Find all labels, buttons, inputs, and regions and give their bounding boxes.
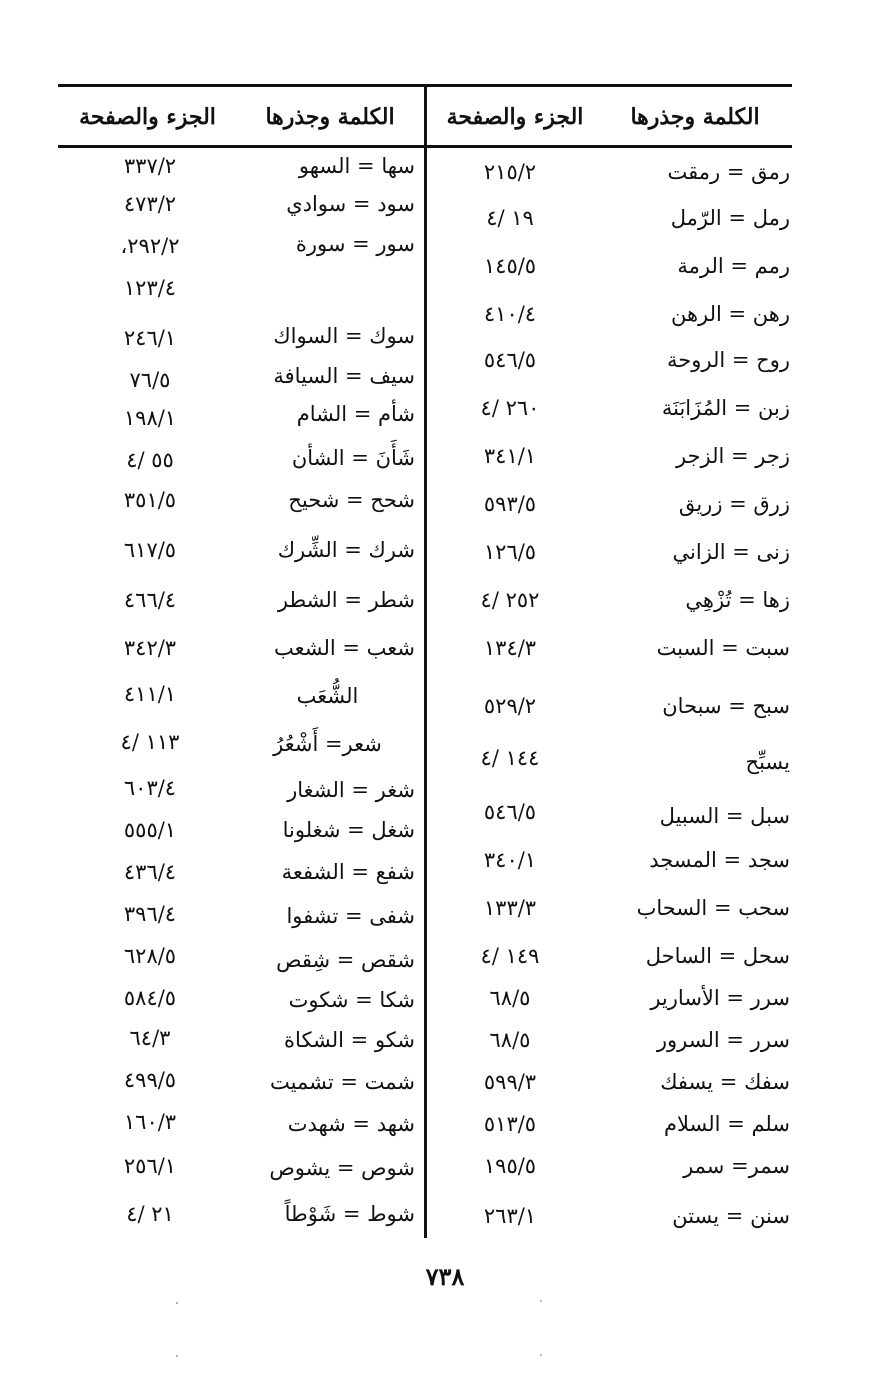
index-ref: ١٤٩ /٤ (480, 944, 540, 968)
index-ref: ١٢٣/٤ (123, 276, 177, 300)
index-word: شَأَنَ = الشأن (291, 446, 415, 470)
index-ref: ٧٦/٥ (129, 368, 171, 392)
index-ref: ٤٣٦/٤ (123, 860, 177, 884)
index-word: شكا = شكوت (288, 988, 415, 1012)
index-ref: ١٣٤/٣ (483, 636, 537, 660)
index-ref: ٥٨٤/٥ (123, 986, 177, 1010)
index-ref: ٣٥١/٥ (123, 488, 177, 512)
index-word: سمر= سمر (683, 1154, 790, 1178)
header-ref-right: الجزء والصفحة (446, 104, 584, 130)
index-word: سود = سوادي (286, 192, 415, 216)
index-ref: ١٣٣/٣ (483, 896, 537, 920)
index-ref: ٢١ /٤ (126, 1202, 174, 1226)
index-word: سبل = السبيل (659, 804, 790, 828)
index-ref: ١٤٥/٥ (483, 254, 537, 278)
index-ref: ٤١٠/٤ (483, 302, 537, 326)
index-ref: ٣٤١/١ (483, 444, 537, 468)
scan-speck (176, 1355, 178, 1357)
index-word: رمق = رمقت (667, 160, 790, 184)
header-ref-left: الجزء والصفحة (79, 104, 216, 130)
index-word: شغر = الشغار (287, 778, 415, 802)
header-word-right: الكلمة وجذرها (630, 104, 760, 130)
index-word: شفى = تشفوا (286, 904, 415, 928)
index-ref: ٤٦٦/٤ (123, 588, 177, 612)
index-ref: ١٩٥/٥ (483, 1154, 537, 1178)
scan-speck (540, 1354, 542, 1356)
index-ref: ٢٥٢ /٤ (480, 588, 540, 612)
index-ref: ٤٧٣/٢ (123, 192, 177, 216)
index-ref: ٣٩٦/٤ (123, 902, 177, 926)
index-word: رمل = الرّمل (670, 206, 790, 230)
index-word: شعب = الشعب (273, 636, 415, 660)
scan-speck (540, 1300, 542, 1302)
index-word: شرك = الشِّرك (277, 538, 415, 562)
index-ref: ١١٣ /٤ (120, 730, 180, 754)
index-ref: ٦٤/٣ (129, 1026, 171, 1050)
index-ref: ٥٥ /٤ (126, 448, 174, 472)
index-word: شمت = تشميت (270, 1070, 415, 1094)
index-word: سفك = يسفك (660, 1070, 790, 1094)
index-ref: ٢٥٦/١ (123, 1154, 177, 1178)
index-word: شوط = شَوْطاً (284, 1202, 415, 1226)
column-divider (424, 86, 427, 1238)
index-word (240, 268, 415, 308)
index-ref: ٦٢٨/٥ (123, 944, 177, 968)
index-ref: ٣٣٧/٢ (123, 154, 177, 178)
index-word: شوص = يشوص (269, 1156, 415, 1180)
index-word: يسبِّح (745, 750, 790, 774)
index-ref: ٥٥٥/١ (123, 818, 177, 842)
index-ref: ٤٩٩/٥ (123, 1068, 177, 1092)
index-word: رهن = الرهن (670, 302, 790, 326)
index-word: سور = سورة (295, 232, 415, 256)
index-ref: ٦٠٣/٤ (123, 776, 177, 800)
index-word: شفع = الشفعة (281, 860, 415, 884)
index-word: الشُّعَب (296, 684, 359, 708)
index-word: سبح = سبحان (662, 694, 790, 718)
index-ref: ١٤٤ /٤ (480, 746, 540, 770)
index-word: شغل = شغلونا (282, 818, 415, 842)
index-word: سها = السهو (298, 154, 415, 178)
index-word: زبن = المُزَابَنَة (661, 396, 790, 420)
index-ref: ٢٦٣/١ (483, 1204, 537, 1228)
index-ref: ١٢٦/٥ (483, 540, 537, 564)
index-word: زها = تُزْهِي (685, 588, 790, 612)
index-word: سحب = السحاب (636, 896, 790, 920)
header-word-left: الكلمة وجذرها (265, 104, 395, 130)
page-number: ٧٣٨ (425, 1262, 465, 1291)
index-word: سجد = المسجد (649, 848, 790, 872)
index-word: شعر= أَشْعُرُ (273, 732, 382, 756)
index-ref: ٥١٣/٥ (483, 1112, 537, 1136)
index-word: شقص = شِقص (276, 948, 415, 972)
index-word: سنن = يستن (672, 1204, 790, 1228)
index-ref: ٥٩٩/٣ (483, 1070, 537, 1094)
index-ref: ٢١٥/٢ (483, 160, 537, 184)
index-ref: ٦١٧/٥ (123, 538, 177, 562)
index-word: سوك = السواك (273, 324, 415, 348)
index-word: روح = الروحة (667, 348, 790, 372)
index-word: شطر = الشطر (277, 588, 415, 612)
index-word: شأم = الشام (296, 402, 415, 426)
index-word: سبت = السبت (656, 636, 790, 660)
index-word: زنى = الزاني (672, 540, 790, 564)
index-word: زرق = زريق (678, 492, 790, 516)
index-ref: ٦٨/٥ (489, 1028, 531, 1052)
index-ref: ٥٢٩/٢ (483, 694, 537, 718)
index-word: رمم = الرمة (677, 254, 790, 278)
scan-speck (176, 1302, 178, 1304)
index-word: شكو = الشكاة (284, 1028, 415, 1052)
index-ref: ٢٤٦/١ (123, 326, 177, 350)
index-ref: ٣٤٠/١ (483, 848, 537, 872)
index-word: سحل = الساحل (645, 944, 790, 968)
index-word: سرر = الأسارير (650, 986, 790, 1010)
index-ref: ٦٨/٥ (489, 986, 531, 1010)
index-ref: ٢٦٠ /٤ (480, 396, 540, 420)
index-word: زجر = الزجر (675, 444, 790, 468)
index-word: شهد = شهدت (287, 1112, 415, 1136)
index-ref: ٥٤٦/٥ (483, 800, 537, 824)
index-word: شحح = شحيح (288, 488, 415, 512)
index-ref: ٥٤٦/٥ (483, 348, 537, 372)
index-ref: ٥٩٣/٥ (483, 492, 537, 516)
index-ref: ١٦٠/٣ (123, 1110, 177, 1134)
index-ref: ١٩٨/١ (123, 406, 177, 430)
index-ref: ١٩ /٤ (486, 206, 534, 230)
index-word: سلم = السلام (664, 1112, 790, 1136)
index-word: سيف = السيافة (273, 364, 415, 388)
index-ref: ٢٩٢/٢، (120, 234, 180, 258)
index-word: سرر = السرور (656, 1028, 790, 1052)
index-ref: ٣٤٢/٣ (123, 636, 177, 660)
index-ref: ٤١١/١ (123, 682, 177, 706)
